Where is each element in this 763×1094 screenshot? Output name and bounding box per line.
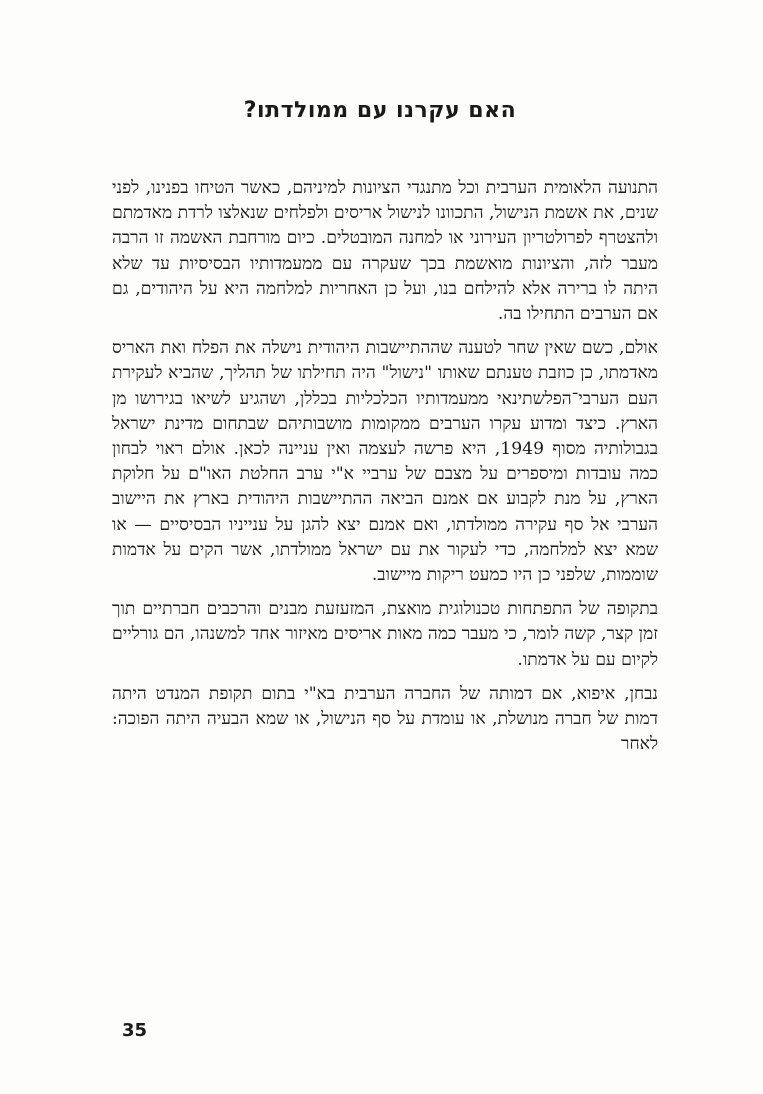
paragraph: התנועה הלאומית הערבית וכל מתנגדי הציונות למיניהם, כאשר הטיחו בפנינו, לפני שנים, את אשמת הנישול, התכוונו לנישול אריסים ולפלחים שנאלצו לרדת מאדמתם ולהצטרף לפרולטריון העירוני או למחנה המובטלים. כיום מורחבת האשמה זו הרבה מעבר לזה, והציונות מואשמת בכך שעקרה עם ממעמדותיו הבסיסיות עד שלא היתה לו ברירה אלא להילחם בנו, ועל כן האחריות למלחמה היא על היהודים, גם אם הערבים התחילו בה. — [112, 178, 658, 325]
chapter-title: האם עקרנו עם ממולדתו? — [243, 98, 517, 123]
body-text — [112, 176, 658, 766]
page-number: 35 — [122, 1020, 148, 1041]
paragraph: נבחן, איפוא, אם דמותה של החברה הערבית בא"י בתום תקופת המנדט היתה דמות של חברה מנושלת, או עומדת על סף הנישול, או שמא הבעיה היתה הפוכה: לאחר — [112, 683, 658, 755]
paragraph: אולם, כשם שאין שחר לטענה שההתיישבות היהודית נישלה את הפלח ואת האריס מאדמתו, כן כוזבת טענתם שאותו "נישול" היה תחילתו של תהליך, שהביא לעקירת העם הערבי־הפלשתינאי ממעמדותיו הכלכליות בכללן, ושהגיע לשיאו בגירושו מן הארץ. כיצד ומדוע עקרו הערבים ממקומות מושבותיהם שבתחום מדינת ישראל בגבולותיה מסוף 1949, היא פרשה לעצמה ואין עניינה לכאן. אולם ראוי לבחון כמה עובדות ומיספרים על מצבם של ערביי א"י ערב החלטת האו"ם על חלוקת הארץ, על מנת לקבוע אם אמנם הביאה ההתיישבות היהודית בארץ את היישוב הערבי אל סף עקירה ממולדתו, ואם אמנם יצא להגן על ענייניו הבסיסיים — או שמא יצא למלחמה, כדי לעקור את עם ישראל ממולדתו, אשר הקים על אדמות שוממות, שלפני כן היו כמעט ריקות מיישוב. — [112, 338, 658, 586]
paragraph: בתקופה של התפתחות טכנולוגית מואצת, המזעזעת מבנים והרכבים חברתיים תוך זמן קצר, קשה לומר, כי מעבר כמה מאות אריסים מאיזור אחד למשנהו, הם גורליים לקיום עם על אדמתו. — [112, 599, 658, 670]
